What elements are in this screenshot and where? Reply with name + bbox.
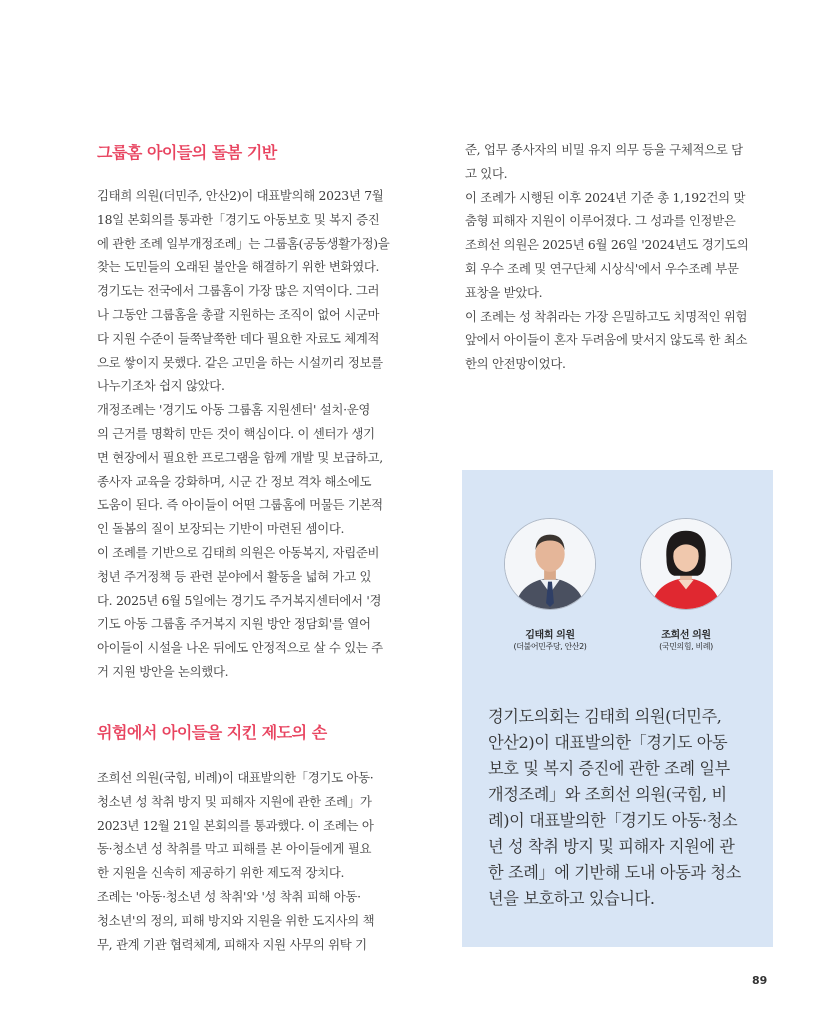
profile-name-kim: 김태희 의원 <box>525 630 575 641</box>
body-line: 거 지원 방안을 논의했다. <box>97 663 229 679</box>
body-line: 이 조례를 기반으로 김태희 의원은 아동복지, 자립준비 <box>97 544 380 560</box>
body-line: 김태희 의원(더민주, 안산2)이 대표발의해 2023년 7월 <box>97 188 384 203</box>
section-heading-grouphome: 그룹홈 아이들의 돌봄 기반 <box>97 143 277 162</box>
section2-body-continued <box>465 138 785 376</box>
portrait-man-icon <box>505 519 595 609</box>
profile-party-kim: (더불어민주당, 안산2) <box>513 642 587 651</box>
quote-box <box>462 470 773 947</box>
body-line: 표창을 받았다. <box>465 284 543 300</box>
body-line: 의 근거를 명확히 만든 것이 핵심이다. 이 센터가 생기 <box>97 425 375 441</box>
body-line: 이 조례가 시행된 이후 2024년 기준 총 1,192건의 맞 <box>465 189 746 205</box>
quote-line: 한 조례」에 기반해 도내 아동과 청소 <box>488 863 741 882</box>
body-line: 회 우수 조례 및 연구단체 시상식'에서 우수조례 부문 <box>465 260 739 276</box>
body-line: 조례는 '아동·청소년 성 착취'와 '성 착취 피해 아동· <box>97 888 361 904</box>
body-line: 개정조례는 '경기도 아동 그룹홈 지원센터' 설치·운영 <box>97 402 371 418</box>
portrait-kim-taehee <box>504 518 596 610</box>
body-line: 동·청소년 성 착취를 막고 피해를 본 아이들에게 필요 <box>97 841 372 857</box>
body-line: 무, 관계 기관 협력체계, 피해자 지원 사무의 위탁 기 <box>97 936 367 952</box>
quote-line: 안산2)이 대표발의한「경기도 아동 <box>488 733 728 752</box>
body-line: 조희선 의원은 2025년 6월 26일 '2024년도 경기도의 <box>465 237 749 253</box>
quote-line: 례)이 대표발의한「경기도 아동·청소 <box>488 811 738 830</box>
body-line: 18일 본회의를 통과한「경기도 아동보호 및 복지 증진 <box>97 211 380 227</box>
section-heading-protection: 위험에서 아이들을 지킨 제도의 손 <box>97 723 327 742</box>
body-line: 이 조례는 성 착취라는 가장 은밀하고도 치명적인 위험 <box>465 308 748 324</box>
body-line: 다 지원 수준이 들쭉날쭉한 데다 필요한 자료도 체계적 <box>97 330 380 346</box>
body-line: 앞에서 아이들이 혼자 두려움에 맞서지 않도록 한 최소 <box>465 332 748 348</box>
body-line: 조희선 의원(국힘, 비례)이 대표발의한「경기도 아동· <box>97 770 374 785</box>
body-line: 종사자 교육을 강화하며, 시군 간 정보 격차 해소에도 <box>97 473 372 489</box>
body-line: 한 지원을 신속히 제공하기 위한 제도적 장치다. <box>97 865 345 881</box>
section1-body <box>97 184 427 684</box>
body-line: 다. 2025년 6월 5일에는 경기도 주거복지센터에서 '경 <box>97 592 382 608</box>
profile-name-cho: 조희선 의원 <box>661 630 711 641</box>
body-line: 춤형 피해자 지원이 이루어졌다. 그 성과를 인정받은 <box>465 213 736 229</box>
body-line: 나누기조차 쉽지 않았다. <box>97 378 225 394</box>
body-line: 면 현장에서 필요한 프로그램을 함께 개발 및 보급하고, <box>97 449 383 465</box>
quote-line: 경기도의회는 김태희 의원(더민주, <box>488 707 722 726</box>
section2-body <box>97 766 427 956</box>
body-line: 으로 쌓이지 못했다. 같은 고민을 하는 시설끼리 정보를 <box>97 354 383 370</box>
body-line: 도움이 된다. 즉 아이들이 어떤 그룹홈에 머물든 기본적 <box>97 497 383 513</box>
portrait-cho-heesun <box>640 518 732 610</box>
body-line: 아이들이 시설을 나온 뒤에도 안정적으로 살 수 있는 주 <box>97 640 383 656</box>
body-line: 청년 주거정책 등 관련 분야에서 활동을 넓혀 가고 있 <box>97 568 372 584</box>
body-line: 에 관한 조례 일부개정조례」는 그룹홈(공동생활가정)을 <box>97 235 390 251</box>
body-line: 고 있다. <box>465 165 508 181</box>
body-line: 찾는 도민들의 오래된 불안을 해결하기 위한 변화였다. <box>97 259 380 275</box>
quote-line: 보호 및 복지 증진에 관한 조례 일부 <box>488 759 730 778</box>
portrait-woman-icon <box>641 519 731 609</box>
profile-party-cho: (국민의힘, 비례) <box>659 642 713 651</box>
quote-text <box>488 704 768 912</box>
body-line: 준, 업무 종사자의 비밀 유지 의무 등을 구체적으로 담 <box>465 142 743 157</box>
quote-line: 개정조례」와 조희선 의원(국힘, 비 <box>488 785 727 804</box>
body-line: 청소년'의 정의, 피해 방지와 지원을 위한 도지사의 책 <box>97 912 375 928</box>
body-line: 청소년 성 착취 방지 및 피해자 지원에 관한 조례」가 <box>97 793 372 809</box>
body-line: 기도 아동 그룹홈 주거복지 지원 방안 정담회'를 열어 <box>97 616 371 632</box>
body-line: 한의 안전망이었다. <box>465 356 566 372</box>
body-line: 2023년 12월 21일 본회의를 통과했다. 이 조례는 아 <box>97 817 374 833</box>
quote-line: 년을 보호하고 있습니다. <box>488 889 655 908</box>
body-line: 나 그동안 그룹홈을 총괄 지원하는 조직이 없어 시군마 <box>97 306 380 322</box>
page-number: 89 <box>752 974 768 987</box>
quote-line: 년 성 착취 방지 및 피해자 지원에 관 <box>488 837 735 856</box>
body-line: 인 돌봄의 질이 보장되는 기반이 마련된 셈이다. <box>97 521 345 537</box>
body-line: 경기도는 전국에서 그룹홈이 가장 많은 지역이다. 그러 <box>97 283 380 299</box>
